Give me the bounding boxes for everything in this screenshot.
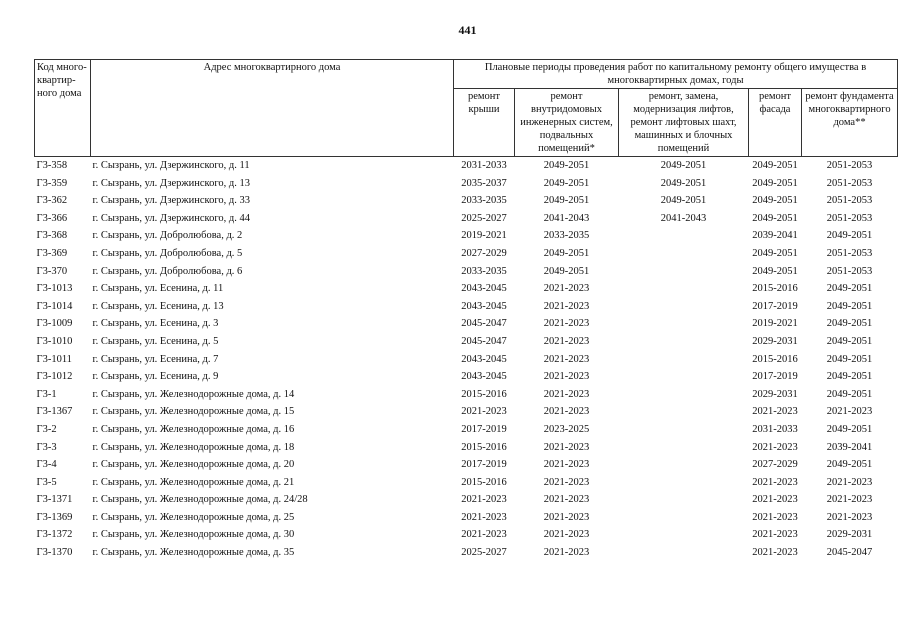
systems-period-cell: 2021-2023 <box>543 388 590 400</box>
roof-period-cell: 2021-2023 <box>461 511 507 523</box>
house-code-cell: Г3-1012 <box>36 371 73 383</box>
house-code-cell: Г3-3 <box>36 441 57 453</box>
lifts-period-cell <box>619 491 749 509</box>
house-code-cell: Г3-1013 <box>36 283 73 295</box>
facade-period-cell: 2029-2031 <box>752 335 798 347</box>
foundation-period-cell: 2049-2051 <box>826 230 873 242</box>
facade-period-cell: 2039-2041 <box>752 230 798 242</box>
address-cell: г. Сызрань, ул. Железнодорожные дома, д. 15 <box>92 406 295 418</box>
systems-period-cell: 2021-2023 <box>543 353 590 365</box>
table-row <box>35 509 898 527</box>
facade-period-cell: 2049-2051 <box>752 160 798 171</box>
facade-period-cell: 2049-2051 <box>752 177 798 189</box>
house-code-cell: Г3-370 <box>36 265 68 277</box>
facade-period-cell: 2049-2051 <box>752 212 798 224</box>
foundation-period-cell: 2045-2047 <box>826 547 873 559</box>
table-row <box>35 526 898 544</box>
lifts-period-cell <box>619 227 749 245</box>
foundation-period-cell: 2049-2051 <box>826 459 873 471</box>
foundation-period-cell: 2051-2053 <box>826 160 873 171</box>
foundation-period-cell: 2051-2053 <box>826 177 873 189</box>
systems-period-cell: 2021-2023 <box>543 547 590 559</box>
lifts-period-cell <box>619 315 749 333</box>
house-code-cell: Г3-5 <box>36 476 57 488</box>
lifts-period-cell <box>619 509 749 527</box>
roof-period-cell: 2025-2027 <box>461 212 507 224</box>
facade-period-cell: 2017-2019 <box>752 371 798 383</box>
header-systems: ремонт внутридомовых инженерных систем, подвальных помещений* <box>515 89 619 157</box>
page-number: 441 <box>458 23 477 37</box>
facade-period-cell: 2019-2021 <box>752 318 798 330</box>
foundation-period-cell: 2029-2031 <box>826 529 873 541</box>
table-body <box>35 157 898 562</box>
address-cell: г. Сызрань, ул. Есенина, д. 13 <box>92 300 224 312</box>
foundation-period-cell: 2049-2051 <box>826 423 873 435</box>
house-code-cell: Г3-1009 <box>36 318 73 330</box>
lifts-period-cell <box>619 351 749 369</box>
foundation-period-cell: 2021-2023 <box>826 406 873 418</box>
address-cell: г. Сызрань, ул. Железнодорожные дома, д. 16 <box>92 423 295 435</box>
systems-period-cell: 2049-2051 <box>543 160 590 171</box>
systems-period-cell: 2021-2023 <box>543 371 590 383</box>
house-code-cell: Г3-1367 <box>36 406 73 418</box>
foundation-period-cell: 2049-2051 <box>826 318 873 330</box>
address-cell: г. Сызрань, ул. Железнодорожные дома, д. 20 <box>92 459 295 471</box>
facade-period-cell: 2049-2051 <box>752 247 798 259</box>
foundation-period-cell: 2021-2023 <box>826 511 873 523</box>
table-row <box>35 491 898 509</box>
roof-period-cell: 2021-2023 <box>461 494 507 506</box>
address-cell: г. Сызрань, ул. Дзержинского, д. 44 <box>92 212 251 224</box>
facade-period-cell: 2021-2023 <box>752 511 798 523</box>
lifts-period-cell <box>619 263 749 281</box>
address-cell: г. Сызрань, ул. Железнодорожные дома, д. 18 <box>92 441 295 453</box>
roof-period-cell: 2043-2045 <box>461 371 507 383</box>
table-row <box>35 351 898 369</box>
lifts-period-cell <box>619 403 749 421</box>
address-cell: г. Сызрань, ул. Железнодорожные дома, д. 25 <box>92 511 295 523</box>
table-row <box>35 544 898 562</box>
facade-period-cell: 2015-2016 <box>752 283 798 295</box>
house-code-cell: Г3-1014 <box>36 300 73 312</box>
systems-period-cell: 2021-2023 <box>543 441 590 453</box>
roof-period-cell: 2017-2019 <box>461 423 507 435</box>
roof-period-cell: 2021-2023 <box>461 529 507 541</box>
systems-period-cell: 2023-2025 <box>543 423 590 435</box>
foundation-period-cell: 2051-2053 <box>826 212 873 224</box>
address-cell: г. Сызрань, ул. Дзержинского, д. 11 <box>92 160 250 171</box>
table-row <box>35 280 898 298</box>
facade-period-cell: 2021-2023 <box>752 476 798 488</box>
foundation-period-cell: 2051-2053 <box>826 247 873 259</box>
lifts-period-cell <box>619 439 749 457</box>
facade-period-cell: 2031-2033 <box>752 423 798 435</box>
facade-period-cell: 2049-2051 <box>752 265 798 277</box>
roof-period-cell: 2033-2035 <box>461 265 507 277</box>
house-code-cell: Г3-1371 <box>36 494 73 506</box>
facade-period-cell: 2017-2019 <box>752 300 798 312</box>
house-code-cell: Г3-358 <box>36 160 68 171</box>
table-row <box>35 175 898 193</box>
foundation-period-cell: 2049-2051 <box>826 388 873 400</box>
lifts-period-cell <box>619 421 749 439</box>
house-code-cell: Г3-362 <box>36 195 68 207</box>
table-row <box>35 315 898 333</box>
table-row <box>35 245 898 263</box>
table-row <box>35 263 898 281</box>
table-row <box>35 439 898 457</box>
table-row <box>35 157 898 175</box>
systems-period-cell: 2049-2051 <box>543 247 590 259</box>
roof-period-cell: 2015-2016 <box>461 388 507 400</box>
systems-period-cell: 2033-2035 <box>543 230 590 242</box>
address-cell: г. Сызрань, ул. Железнодорожные дома, д. 14 <box>92 388 295 400</box>
roof-period-cell: 2021-2023 <box>461 406 507 418</box>
header-facade: ремонт фасада <box>749 89 802 157</box>
systems-period-cell: 2041-2043 <box>543 212 590 224</box>
foundation-period-cell: 2049-2051 <box>826 300 873 312</box>
roof-period-cell: 2031-2033 <box>461 160 507 171</box>
header-roof: ремонт крыши <box>454 89 515 157</box>
table-row <box>35 298 898 316</box>
house-code-cell: Г3-369 <box>36 247 68 259</box>
systems-period-cell: 2021-2023 <box>543 476 590 488</box>
header-code: Код много-квартир-ного дома <box>35 60 91 157</box>
systems-period-cell: 2049-2051 <box>543 177 590 189</box>
address-cell: г. Сызрань, ул. Железнодорожные дома, д. 35 <box>92 547 295 559</box>
house-code-cell: Г3-1370 <box>36 547 73 559</box>
systems-period-cell: 2021-2023 <box>543 494 590 506</box>
roof-period-cell: 2017-2019 <box>461 459 507 471</box>
foundation-period-cell: 2049-2051 <box>826 335 873 347</box>
table-row <box>35 368 898 386</box>
lifts-period-cell <box>619 245 749 263</box>
roof-period-cell: 2019-2021 <box>461 230 507 242</box>
roof-period-cell: 2045-2047 <box>461 335 507 347</box>
house-code-cell: Г3-1369 <box>36 511 73 523</box>
header-address: Адрес многоквартирного дома <box>91 60 454 157</box>
foundation-period-cell: 2049-2051 <box>826 283 873 295</box>
systems-period-cell: 2021-2023 <box>543 335 590 347</box>
lifts-period-cell <box>619 333 749 351</box>
address-cell: г. Сызрань, ул. Есенина, д. 9 <box>92 371 219 383</box>
roof-period-cell: 2043-2045 <box>461 300 507 312</box>
systems-period-cell: 2021-2023 <box>543 529 590 541</box>
table-row <box>35 403 898 421</box>
address-cell: г. Сызрань, ул. Железнодорожные дома, д. 30 <box>92 529 295 541</box>
address-cell: г. Сызрань, ул. Добролюбова, д. 6 <box>92 265 243 277</box>
house-code-cell: Г3-366 <box>36 212 68 224</box>
address-cell: г. Сызрань, ул. Есенина, д. 11 <box>92 283 224 295</box>
address-cell: г. Сызрань, ул. Дзержинского, д. 33 <box>92 195 251 207</box>
repair-schedule-table <box>34 59 898 562</box>
foundation-period-cell: 2049-2051 <box>826 371 873 383</box>
table-row <box>35 210 898 228</box>
house-code-cell: Г3-2 <box>36 423 57 435</box>
lifts-period-cell <box>619 298 749 316</box>
roof-period-cell: 2043-2045 <box>461 283 507 295</box>
systems-period-cell: 2049-2051 <box>543 265 590 277</box>
facade-period-cell: 2029-2031 <box>752 388 798 400</box>
foundation-period-cell: 2021-2023 <box>826 476 873 488</box>
lifts-period-cell <box>619 526 749 544</box>
lifts-period-cell: 2041-2043 <box>660 212 707 224</box>
roof-period-cell: 2035-2037 <box>461 177 507 189</box>
table-row <box>35 474 898 492</box>
address-cell: г. Сызрань, ул. Есенина, д. 3 <box>92 318 219 330</box>
table-row <box>35 386 898 404</box>
address-cell: г. Сызрань, ул. Добролюбова, д. 5 <box>92 247 243 259</box>
header-foundation: ремонт фундамента многоквартирного дома** <box>802 89 898 157</box>
systems-period-cell: 2021-2023 <box>543 511 590 523</box>
lifts-period-cell: 2049-2051 <box>660 177 707 189</box>
roof-period-cell: 2015-2016 <box>461 441 507 453</box>
house-code-cell: Г3-359 <box>36 177 68 189</box>
facade-period-cell: 2021-2023 <box>752 529 798 541</box>
header-periods: Плановые периоды проведения работ по капитальному ремонту общего имущества в многоквартирных домах, годы <box>454 60 898 89</box>
facade-period-cell: 2021-2023 <box>752 441 798 453</box>
address-cell: г. Сызрань, ул. Есенина, д. 7 <box>92 353 219 365</box>
table-row <box>35 333 898 351</box>
foundation-period-cell: 2051-2053 <box>826 265 873 277</box>
systems-period-cell: 2021-2023 <box>543 459 590 471</box>
roof-period-cell: 2027-2029 <box>461 247 507 259</box>
table-row <box>35 456 898 474</box>
header-lifts: ремонт, замена, модернизация лифтов, ремонт лифтовых шахт, машинных и блочных помещений <box>619 89 749 157</box>
foundation-period-cell: 2049-2051 <box>826 353 873 365</box>
house-code-cell: Г3-1 <box>36 388 57 400</box>
foundation-period-cell: 2039-2041 <box>826 441 873 453</box>
address-cell: г. Сызрань, ул. Железнодорожные дома, д. 24/28 <box>92 494 308 506</box>
roof-period-cell: 2043-2045 <box>461 353 507 365</box>
address-cell: г. Сызрань, ул. Дзержинского, д. 13 <box>92 177 251 189</box>
table-row <box>35 421 898 439</box>
systems-period-cell: 2049-2051 <box>543 195 590 207</box>
lifts-period-cell: 2049-2051 <box>660 195 707 207</box>
address-cell: г. Сызрань, ул. Есенина, д. 5 <box>92 335 219 347</box>
house-code-cell: Г3-1010 <box>36 335 73 347</box>
systems-period-cell: 2021-2023 <box>543 283 590 295</box>
lifts-period-cell <box>619 474 749 492</box>
house-code-cell: Г3-368 <box>36 230 68 242</box>
address-cell: г. Сызрань, ул. Железнодорожные дома, д. 21 <box>92 476 295 488</box>
lifts-period-cell <box>619 368 749 386</box>
foundation-period-cell: 2021-2023 <box>826 494 873 506</box>
facade-period-cell: 2049-2051 <box>752 195 798 207</box>
facade-period-cell: 2021-2023 <box>752 494 798 506</box>
roof-period-cell: 2025-2027 <box>461 547 507 559</box>
systems-period-cell: 2021-2023 <box>543 318 590 330</box>
roof-period-cell: 2033-2035 <box>461 195 507 207</box>
roof-period-cell: 2045-2047 <box>461 318 507 330</box>
table-row <box>35 227 898 245</box>
facade-period-cell: 2027-2029 <box>752 459 798 471</box>
lifts-period-cell <box>619 280 749 298</box>
house-code-cell: Г3-1011 <box>36 353 72 365</box>
roof-period-cell: 2015-2016 <box>461 476 507 488</box>
lifts-period-cell <box>619 456 749 474</box>
lifts-period-cell <box>619 386 749 404</box>
systems-period-cell: 2021-2023 <box>543 406 590 418</box>
house-code-cell: Г3-1372 <box>36 529 73 541</box>
facade-period-cell: 2021-2023 <box>752 547 798 559</box>
table-header <box>35 60 898 157</box>
table-row <box>35 192 898 210</box>
address-cell: г. Сызрань, ул. Добролюбова, д. 2 <box>92 230 243 242</box>
lifts-period-cell: 2049-2051 <box>660 160 707 171</box>
house-code-cell: Г3-4 <box>36 459 57 471</box>
lifts-period-cell <box>619 544 749 562</box>
foundation-period-cell: 2051-2053 <box>826 195 873 207</box>
facade-period-cell: 2021-2023 <box>752 406 798 418</box>
facade-period-cell: 2015-2016 <box>752 353 798 365</box>
systems-period-cell: 2021-2023 <box>543 300 590 312</box>
